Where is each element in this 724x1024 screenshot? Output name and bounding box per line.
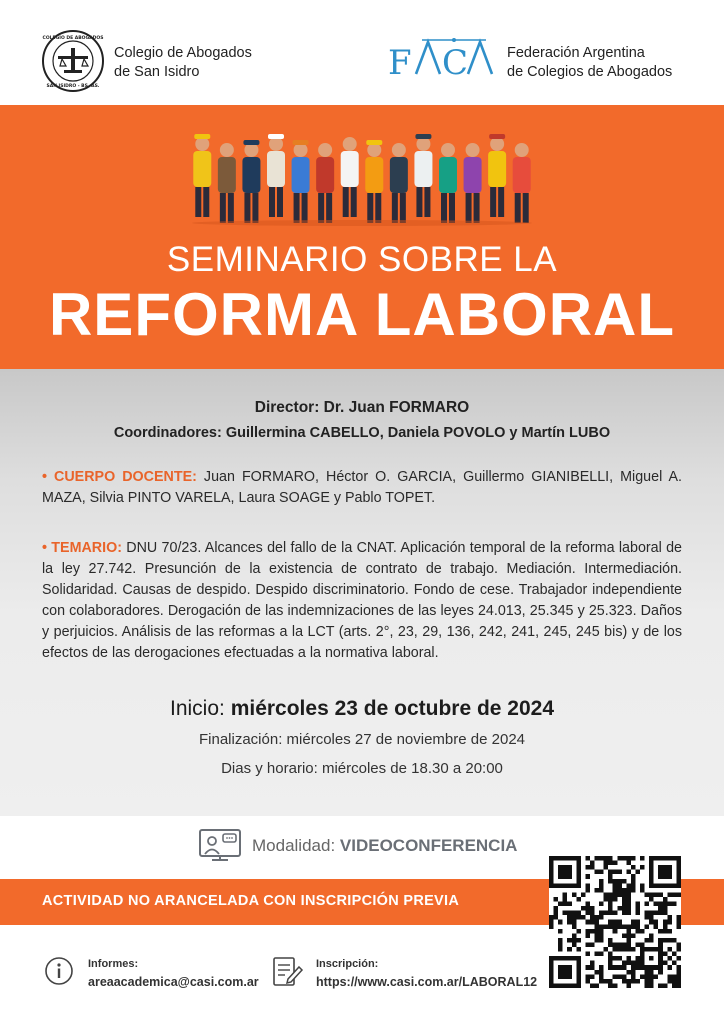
inscripcion-label: Inscripción: [316,958,379,970]
colegio-name-line2: de San Isidro [114,64,200,80]
colegio-name [114,44,252,82]
qr-code-icon[interactable] [549,856,681,988]
videoconference-icon [198,828,242,864]
cuerpo-docente-label: • CUERPO DOCENTE: [42,469,197,485]
worker-figure [316,143,334,223]
modalidad [252,836,517,856]
worker-figure [242,140,260,223]
worker-figure [218,143,236,223]
finalizacion: Finalización: miércoles 27 de noviembre de 2024 [198,731,525,748]
inicio [0,697,724,721]
colegio-name-line1: Colegio de Abogados [114,45,252,61]
federacion-name [507,44,672,82]
inicio-label: Inicio: [169,697,231,720]
svg-text:F: F [388,43,412,80]
info-icon [44,956,74,986]
svg-text:C: C [442,43,469,80]
temario [42,538,682,664]
temario-text: DNU 70/23. Alcances del fallo de la CNAT. Aplicación temporal de la reforma laboral de la ley 27.742. Presunción de la existencia de contrato de trabajo. Mediación. Intermediación. Solidaridad. Causas de despido. Despido discriminatorio. Fondo de cese. Trabajador independiente con colaboradores. Derogación de las indemnizaciones de las leyes 24.013, 25.345 y 25.323. Daños y perjuicios. Análisis de las reformas a la LCT (arts. 2°, 23, 29, 136, 242, 241, 245, 245 bis) y de los efectos de las derogaciones efectuadas a la normativa laboral. [42,540,682,661]
title-line1: SEMINARIO SOBRE LA [166,240,558,279]
workers-group-illustration [190,125,534,227]
svg-text:COLEGIO DE ABOGADOS: COLEGIO DE ABOGADOS [42,36,104,41]
director: Director: Dr. Juan FORMARO [254,399,470,416]
faca-logo [386,36,494,80]
federacion-name-line1: Federación Argentina [507,45,645,61]
worker-figure [464,143,482,223]
modalidad-value: VIDEOCONFERENCIA [339,836,518,855]
worker-figure [414,134,432,217]
worker-figure [439,143,457,223]
worker-figure [341,137,359,217]
registration-banner-text: ACTIVIDAD NO ARANCELADA CON INSCRIPCIÓN PREVIA [42,893,460,909]
coordinators: Coordinadores: Guillermina CABELLO, Daniela POVOLO y Martín LUBO [113,425,611,441]
colegio-seal-logo [42,30,104,92]
inscripcion-url-link[interactable]: https://www.casi.com.ar/LABORAL12 [316,975,538,989]
modalidad-label: Modalidad: [252,836,340,855]
worker-figure [513,143,531,223]
informes-label: Informes: [88,958,139,970]
title-line2: REFORMA LABORAL [48,281,676,348]
form-edit-icon [272,955,304,989]
horario: Dias y horario: miércoles de 18.30 a 20:00 [221,760,503,777]
qr-code-container [549,856,681,988]
ground-shadow [192,220,532,226]
inicio-date: miércoles 23 de octubre de 2024 [230,697,555,720]
worker-figure [292,140,310,223]
cuerpo-docente-text: Juan FORMARO, Héctor O. GARCIA, Guillermo GIANIBELLI, Miguel A. MAZA, Silvia PINTO VARELA, Laura SOAGE y Pablo TOPET. [42,469,682,506]
worker-figure [488,134,506,217]
cuerpo-docente [42,467,682,509]
temario-label: • TEMARIO: [42,540,122,556]
svg-text:SAN ISIDRO - BS. AS.: SAN ISIDRO - BS. AS. [46,84,100,89]
worker-figure [390,143,408,223]
worker-figure [267,134,285,217]
federacion-name-line2: de Colegios de Abogados [507,64,673,80]
informes-email-link[interactable]: areaacademica@casi.com.ar [88,975,259,989]
worker-figure [193,134,211,217]
worker-figure [365,140,383,223]
